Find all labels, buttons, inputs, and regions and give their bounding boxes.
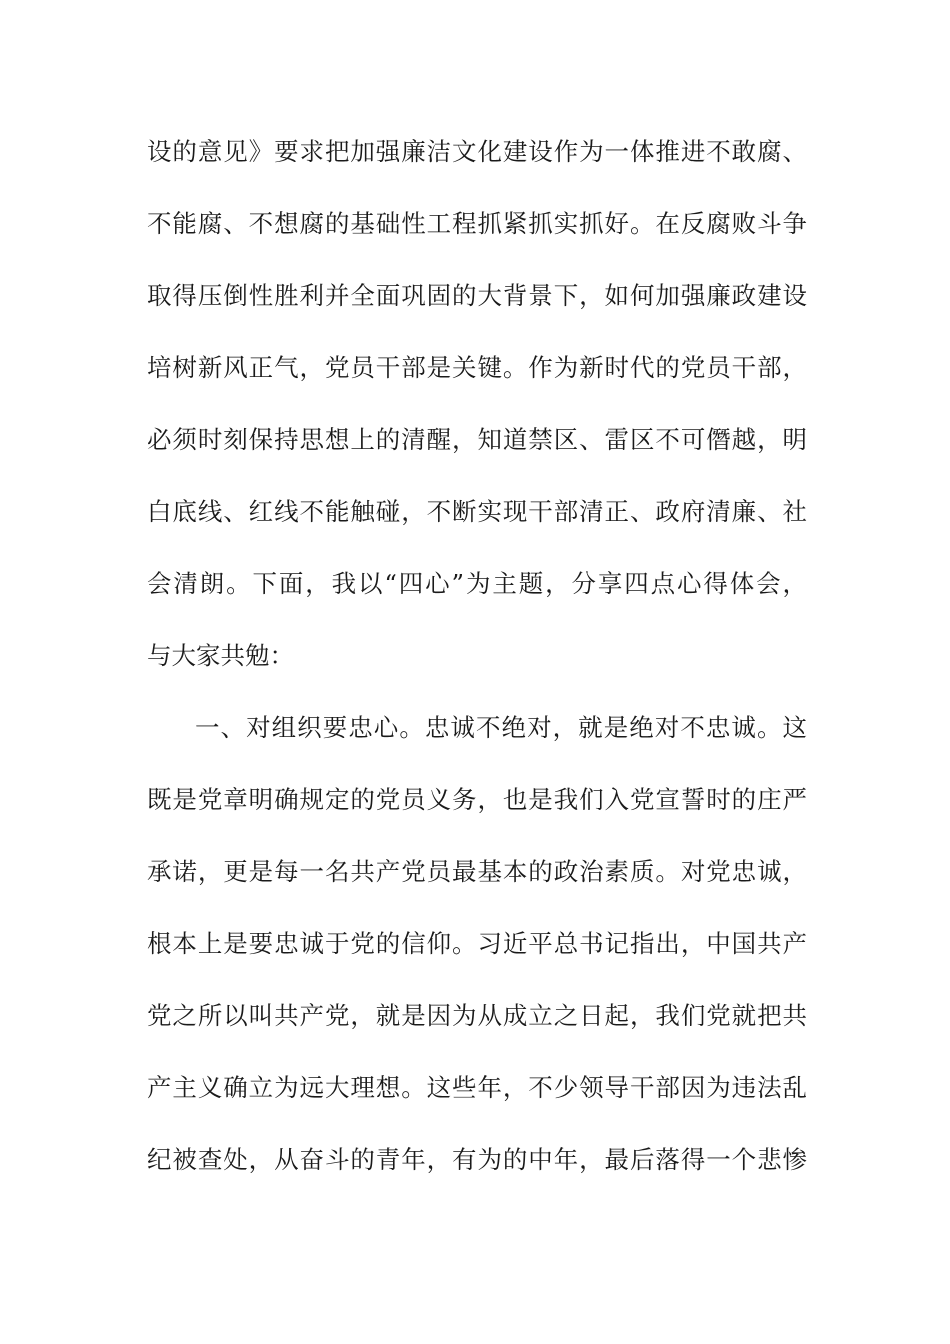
text-line-2: 不能腐、不想腐的基础性工程抓紧抓实抓好。在反腐败斗争 bbox=[147, 209, 807, 238]
text-line-14: 产主义确立为远大理想。这些年，不少领导干部因为违法乱 bbox=[147, 1073, 807, 1102]
text-line-11: 承诺，更是每一名共产党员最基本的政治素质。对党忠诚， bbox=[147, 857, 807, 886]
text-line-3: 取得压倒性胜利并全面巩固的大背景下，如何加强廉政建设 bbox=[147, 281, 807, 310]
text-line-15: 纪被查处，从奋斗的青年，有为的中年，最后落得一个悲惨 bbox=[147, 1145, 807, 1174]
text-line-12: 根本上是要忠诚于党的信仰。习近平总书记指出，中国共产 bbox=[147, 929, 807, 958]
text-line-7: 会清朗。下面，我以“四心”为主题，分享四点心得体会， bbox=[147, 569, 807, 598]
text-line-4: 培树新风正气，党员干部是关键。作为新时代的党员干部， bbox=[147, 353, 807, 382]
text-line-5: 必须时刻保持思想上的清醒，知道禁区、雷区不可僭越，明 bbox=[147, 425, 807, 454]
text-line-1: 设的意见》要求把加强廉洁文化建设作为一体推进不敢腐、 bbox=[147, 137, 807, 166]
text-line-8: 与大家共勉： bbox=[147, 641, 294, 670]
text-line-10: 既是党章明确规定的党员义务，也是我们入党宣誓时的庄严 bbox=[147, 785, 807, 814]
text-line-13: 党之所以叫共产党，就是因为从成立之日起，我们党就把共 bbox=[147, 1001, 807, 1030]
text-line-6: 白底线、红线不能触碰，不断实现干部清正、政府清廉、社 bbox=[147, 497, 807, 526]
paragraph-start-line: 一、对组织要忠心。忠诚不绝对，就是绝对不忠诚。这 bbox=[195, 713, 807, 742]
